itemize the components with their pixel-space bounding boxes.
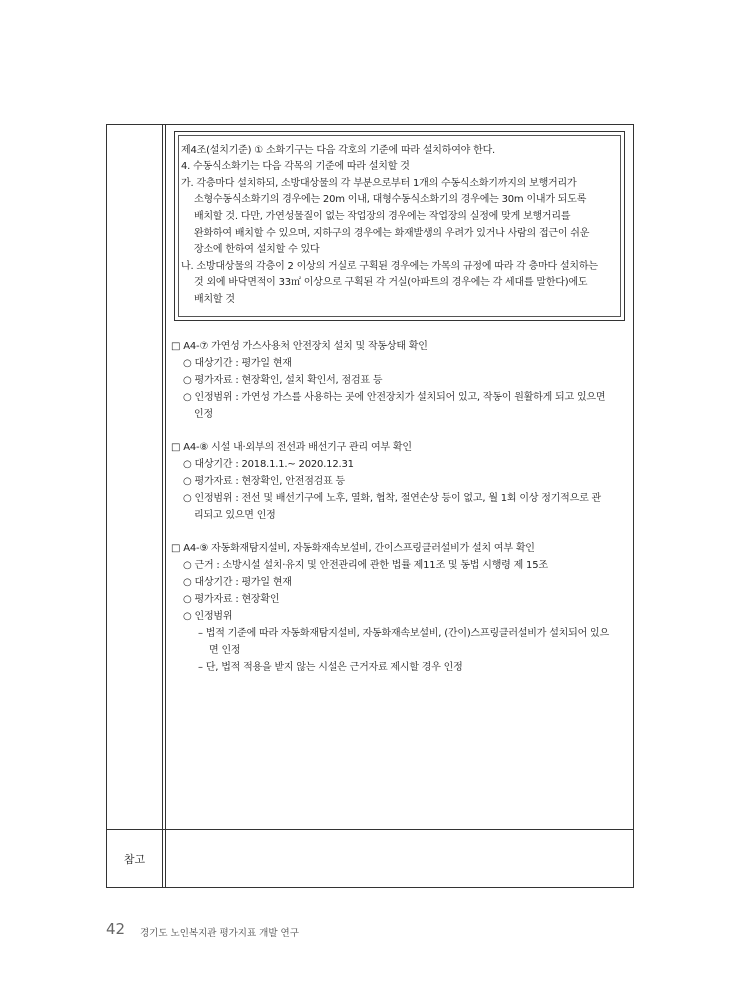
item-line: 리되고 있으면 인정 xyxy=(194,510,276,521)
item-line: ○ 대상기간 : 평가일 현재 xyxy=(183,577,292,588)
law-line: 장소에 한하여 설치할 수 있다 xyxy=(194,244,320,255)
footer-title: 경기도 노인복지관 평가지표 개발 연구 xyxy=(140,928,299,939)
law-line: 완화하여 배치할 수 있으며, 지하구의 경우에는 화재발생의 우려가 있거나 사람의 접근이 쉬운 xyxy=(194,228,590,239)
item-title: □ A4-⑦ 가연성 가스사용처 안전장치 설치 및 작동상태 확인 xyxy=(171,341,428,352)
law-line: 배치할 것. 다만, 가연성물질이 없는 작업장의 경우에는 작업장의 실정에 맞게 보행거리를 xyxy=(194,211,571,222)
column-divider xyxy=(165,125,166,887)
item-line: 인정 xyxy=(194,409,213,420)
item-subline: – 법적 기준에 따라 자동화재탐지설비, 자동화재속보설비, (간이)스프링클러설비가 설치되어 있으 xyxy=(198,628,609,639)
item-line: ○ 대상기간 : 2018.1.1.~ 2020.12.31 xyxy=(183,459,354,470)
law-line: 제4조(설치기준) ① 소화기구는 다음 각호의 기준에 따라 설치하여야 한다. xyxy=(181,145,496,156)
item-line: ○ 인정범위 : 전선 및 배선기구에 노후, 열화, 협착, 절연손상 등이 없고, 월 1회 이상 정기적으로 관 xyxy=(183,493,601,504)
law-line: 나. 소방대상물의 각층이 2 이상의 거실로 구획된 경우에는 가목의 규정에 따라 각 층마다 설치하는 xyxy=(181,261,598,272)
item-line: ○ 대상기간 : 평가일 현재 xyxy=(183,358,292,369)
law-line: 배치할 것 xyxy=(194,294,235,305)
law-line: 4. 수동식소화기는 다음 각목의 기준에 따라 설치할 것 xyxy=(181,161,410,172)
page-number: 42 xyxy=(106,920,126,938)
law-line: 소형수동식소화기의 경우에는 20m 이내, 대형수동식소화기의 경우에는 30m 이내가 되도록 xyxy=(194,194,587,205)
law-line: 것 외에 바닥면적이 33㎡ 이상으로 구획된 각 거실(아파트의 경우에는 각 세대를 말한다)에도 xyxy=(194,277,588,288)
item-line: ○ 근거 : 소방시설 설치·유지 및 안전관리에 관한 법률 제11조 및 동법 시행령 제 15조 xyxy=(183,560,548,571)
column-divider xyxy=(162,125,163,887)
law-line: 가. 각층마다 설치하되, 소방대상물의 각 부분으로부터 1개의 수동식소화기까지의 보행거리가 xyxy=(181,178,577,189)
item-title: □ A4-⑨ 자동화재탐지설비, 자동화재속보설비, 간이스프링클러설비가 설치 여부 확인 xyxy=(171,543,535,554)
item-title: □ A4-⑧ 시설 내·외부의 전선과 배선기구 관리 여부 확인 xyxy=(171,442,412,453)
item-subline: 면 인정 xyxy=(209,645,241,656)
item-line: ○ 평가자료 : 현장확인, 안전점검표 등 xyxy=(183,476,346,487)
item-line: ○ 평가자료 : 현장확인, 설치 확인서, 점검표 등 xyxy=(183,375,383,386)
item-line: ○ 인정범위 : 가연성 가스를 사용하는 곳에 안전장치가 설치되어 있고, 작동이 원활하게 되고 있으면 xyxy=(183,392,606,403)
item-line: ○ 인정범위 xyxy=(183,611,233,622)
row-divider xyxy=(107,829,633,830)
reference-label: 참고 xyxy=(123,852,146,866)
item-line: ○ 평가자료 : 현장확인 xyxy=(183,594,280,605)
item-subline: – 단, 법적 적용을 받지 않는 시설은 근거자료 제시할 경우 인정 xyxy=(198,662,463,673)
